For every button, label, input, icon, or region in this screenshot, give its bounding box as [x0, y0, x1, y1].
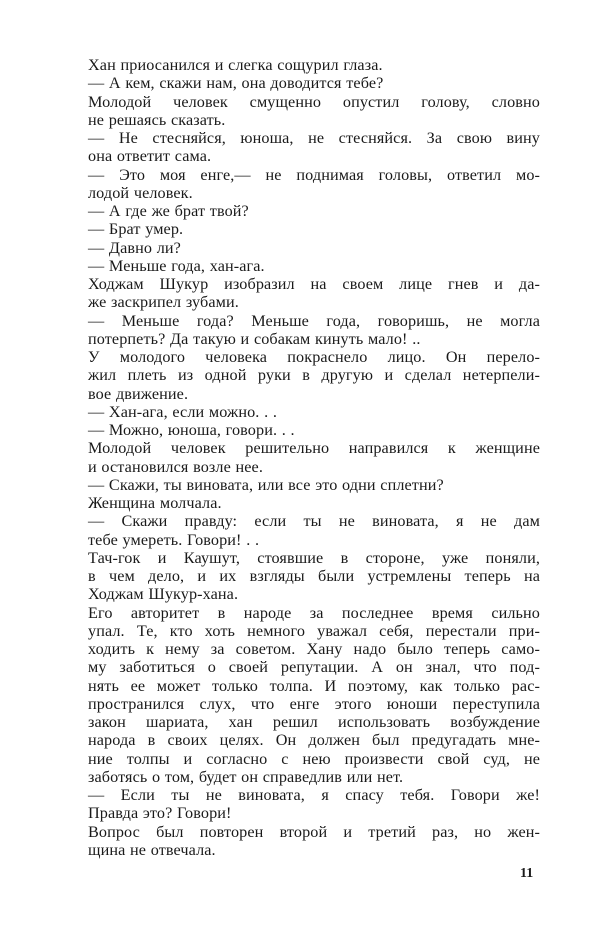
text-line: лодой человек.	[88, 183, 193, 202]
paragraph	[88, 202, 540, 220]
text-line: не решаясь сказать.	[88, 110, 226, 129]
text-line: — Скажи правду: если ты не виновата, я не дам	[88, 512, 540, 531]
paragraph	[88, 239, 540, 257]
text-line: У молодого человека покраснело лицо. Он перело-	[88, 348, 540, 366]
text-line: потерпеть? Да такую и собакам кинуть мало! ..	[88, 329, 421, 348]
text-line: жил плеть из одной руки в другую и сделал нетерпели-	[88, 366, 540, 385]
text-line: народа в своих целях. Он должен был предугадать мне-	[88, 731, 540, 750]
text-line: и остановился возле нее.	[88, 457, 263, 476]
text-line: щина не отвечала.	[88, 840, 216, 859]
paragraph	[88, 275, 540, 312]
text-line: же заскрипел зубами.	[88, 293, 239, 312]
paragraph	[88, 56, 540, 74]
paragraph	[88, 476, 540, 494]
text-line: заботясь о том, будет он справедлив или нет.	[88, 767, 404, 786]
text-line: Ходжам Шукур-хана.	[88, 585, 239, 604]
text-line: Его авторитет в народе за последнее время сильно	[88, 603, 540, 622]
text-line: ние толпы и согласно с нею произвести свой суд, не	[88, 749, 540, 768]
text-line: — Можно, юноша, говори. . .	[88, 421, 295, 439]
text-line: Молодой человек решительно направился к женщине	[88, 439, 540, 458]
paragraph	[88, 512, 540, 549]
text-line: нять ее может только толпа. И поэтому, как только рас-	[88, 676, 540, 695]
paragraph	[88, 604, 540, 787]
paragraph	[88, 93, 540, 130]
paragraph	[88, 220, 540, 238]
page-number: 11	[520, 866, 534, 881]
paragraph	[88, 348, 540, 403]
text-line: закон шариата, хан решил использовать возбуждение	[88, 713, 540, 731]
text-line: она ответит сама.	[88, 147, 212, 166]
text-line: Правда это? Говори!	[88, 804, 232, 823]
paragraph	[88, 403, 540, 421]
paragraph	[88, 549, 540, 604]
text-line: Женщина молчала.	[88, 494, 222, 512]
text-line: Тач-гок и Каушут, стоявшие в стороне, уже поняли,	[88, 548, 540, 567]
text-line: Хан приосанился и слегка сощурил глаза.	[88, 56, 383, 74]
paragraph	[88, 74, 540, 92]
text-line: Вопрос был повторен второй и третий раз, но жен-	[88, 822, 540, 841]
text-line: — Если ты не виновата, я спасу тебя. Говори же!	[88, 786, 540, 804]
text-line: Ходжам Шукур изобразил на своем лице гнев и да-	[88, 275, 540, 293]
paragraph	[88, 166, 540, 203]
text-line: — Меньше года, хан-ага.	[88, 256, 265, 275]
text-line: Молодой человек смущенно опустил голову, словно	[88, 92, 540, 111]
paragraph	[88, 257, 540, 275]
text-line: му заботиться о своей репутации. А он знал, что под-	[88, 658, 540, 677]
text-column	[88, 56, 540, 876]
paragraph	[88, 421, 540, 439]
text-line: — А где же брат твой?	[88, 202, 249, 220]
paragraph	[88, 129, 540, 166]
text-line: — Меньше года? Меньше года, говоришь, не могла	[88, 311, 540, 330]
text-line: вое движение.	[88, 384, 189, 403]
paragraph	[88, 439, 540, 476]
text-line: в чем дело, и их взгляды были устремлены теперь на	[88, 567, 540, 585]
text-line: тебе умереть. Говори! . .	[88, 530, 260, 549]
paragraph	[88, 494, 540, 512]
text-line: — Это моя енге,— не поднимая головы, ответил мо-	[88, 165, 540, 184]
text-line: — Хан-ага, если можно. . .	[88, 402, 278, 421]
text-line: упал. Те, кто хоть немного уважал себя, перестали при-	[88, 621, 540, 640]
paragraph	[88, 312, 540, 349]
paragraph	[88, 786, 540, 823]
text-line: — Не стесняйся, юноша, не стесняйся. За свою вину	[88, 129, 540, 147]
text-line: — Скажи, ты виновата, или все это одни сплетни?	[88, 475, 444, 494]
text-line: ходить к нему за советом. Хану надо было теперь само-	[88, 640, 540, 658]
text-line: — Давно ли?	[88, 238, 181, 257]
text-line: — Брат умер.	[88, 220, 184, 239]
text-line: — А кем, скажи нам, она доводится тебе?	[88, 74, 384, 93]
paragraph	[88, 823, 540, 860]
text-line: пространился слух, что енге этого юноши переступила	[88, 694, 540, 713]
